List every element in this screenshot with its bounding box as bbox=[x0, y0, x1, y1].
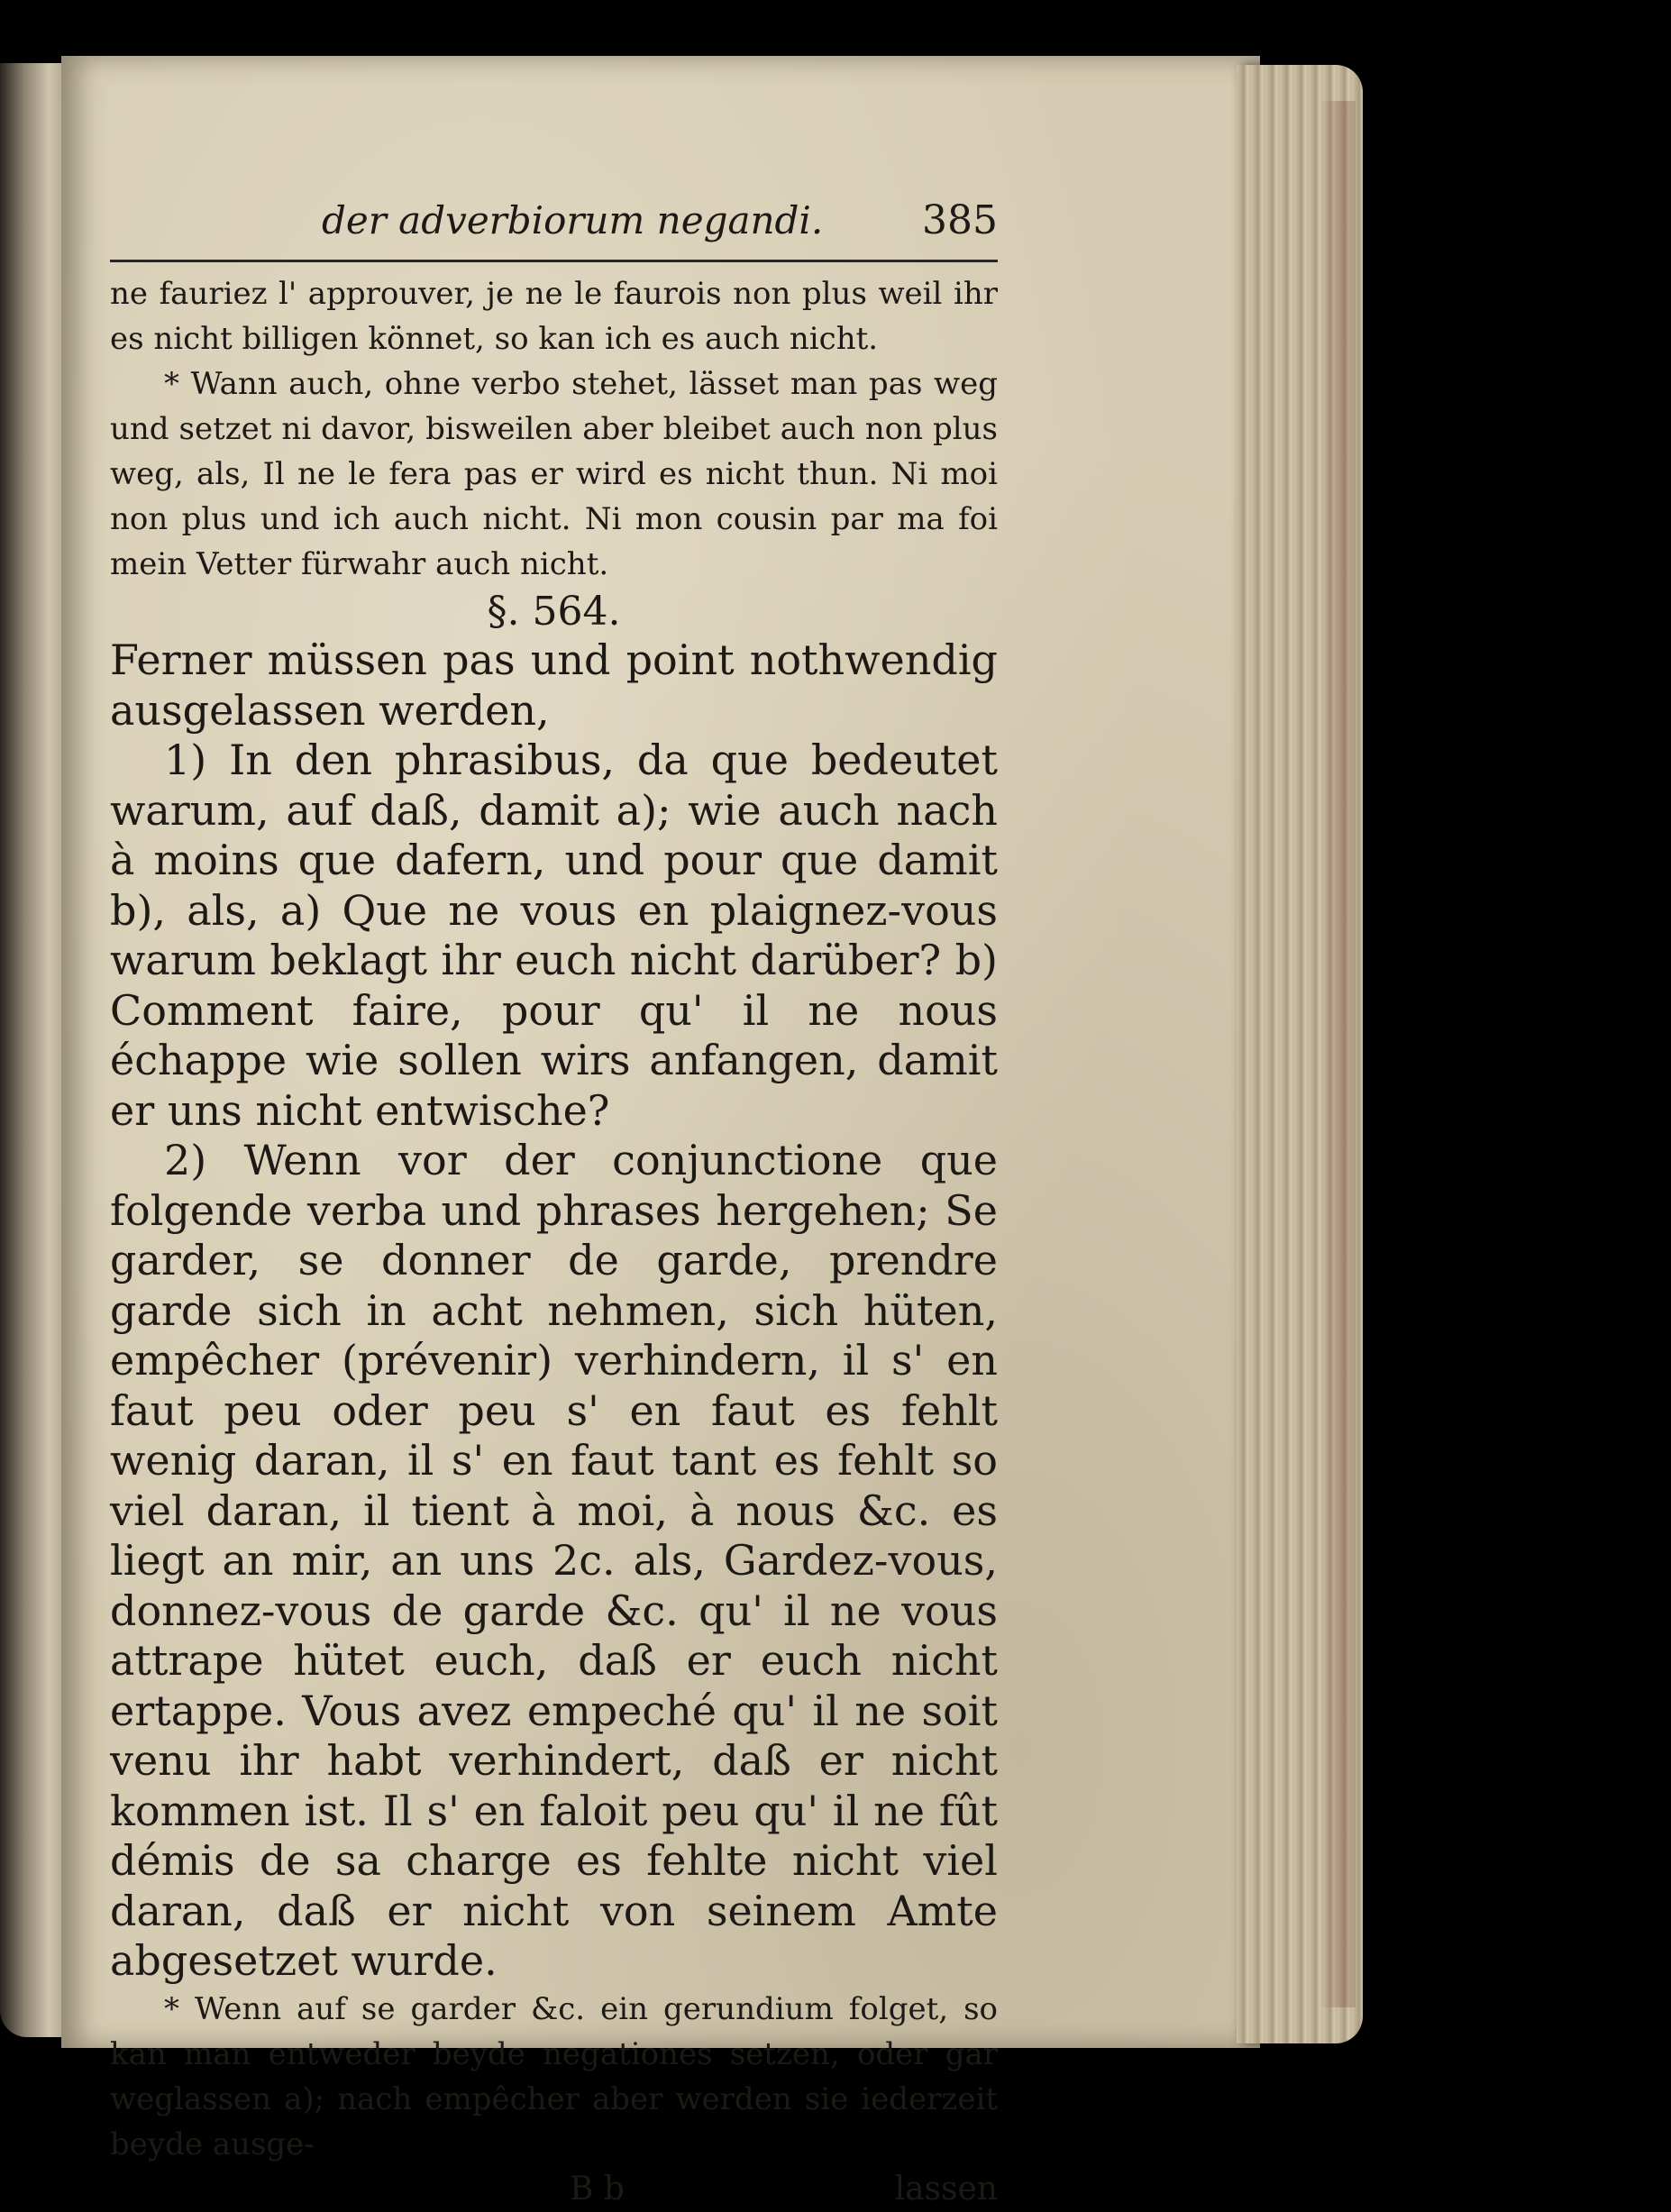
note-paragraph: ne fauriez l' approuver, je ne le faurois non plus weil ihr es nicht billigen könnet, so kan ich es auch nicht. bbox=[110, 276, 998, 357]
page-number: 385 bbox=[922, 197, 998, 243]
page-edges bbox=[1237, 65, 1363, 2043]
running-title: der adverbiorum negandi. bbox=[322, 198, 824, 242]
catchword: lassen bbox=[894, 2170, 998, 2207]
body-paragraph: Ferner müssen pas und point nothwendig ausgelassen werden, bbox=[110, 635, 998, 735]
note-paragraph: * Wann auch, ohne verbo stehet, lässet man pas weg und setzet ni davor, bisweilen aber bleibet auch non plus weg, als, Il ne le fera pas er wird es nicht thun. Ni moi non plus und ich auch nicht. Ni mon cousin par ma foi mein Vetter fürwahr auch nicht. bbox=[110, 366, 998, 582]
page-footer bbox=[110, 2167, 998, 2212]
section-heading: §. 564. bbox=[487, 589, 621, 635]
book-gutter bbox=[0, 63, 61, 2037]
page-header bbox=[110, 189, 998, 252]
header-rule bbox=[110, 260, 998, 262]
page-text bbox=[110, 189, 998, 2212]
signature-mark: B b bbox=[570, 2170, 625, 2207]
footnote: * Wenn auf se garder &c. ein gerundium folget, so kan man entweder beyde negationes setzen, oder gar weglassen a); nach empêcher aber werden sie iederzeit beyde ausge- bbox=[110, 1990, 998, 2162]
body-paragraph: 2) Wenn vor der conjunctione que folgende verba und phrases hergehen; Se garder, se donner de garde, prendre garde sich in acht nehmen, sich hüten, empêcher (prévenir) verhindern, il s' en faut peu oder peu s' en faut es fehlt wenig daran, il s' en faut tant es fehlt so viel daran, il tient à moi, à nous &c. es liegt an mir, an uns 2c. als, Gardez-vous, donnez-vous de garde &c. qu' il ne vous attrape hütet euch, daß er euch nicht ertappe. Vous avez empeché qu' il ne soit venu ihr habt verhindert, daß er nicht kommen ist. Il s' en faloit peu qu' il ne fût démis de sa charge es fehlte nicht viel daran, daß er nicht von seinem Amte abgesetzet wurde. bbox=[110, 1136, 998, 1985]
body-paragraph: 1) In den phrasibus, da que bedeutet warum, auf daß, damit a); wie auch nach à moins que dafern, und pour que damit b), als, a) Que ne vous en plaignez-vous warum beklagt ihr euch nicht darüber? b) Comment faire, pour qu' il ne nous échappe wie sollen wirs anfangen, damit er uns nicht entwische? bbox=[110, 736, 998, 1135]
